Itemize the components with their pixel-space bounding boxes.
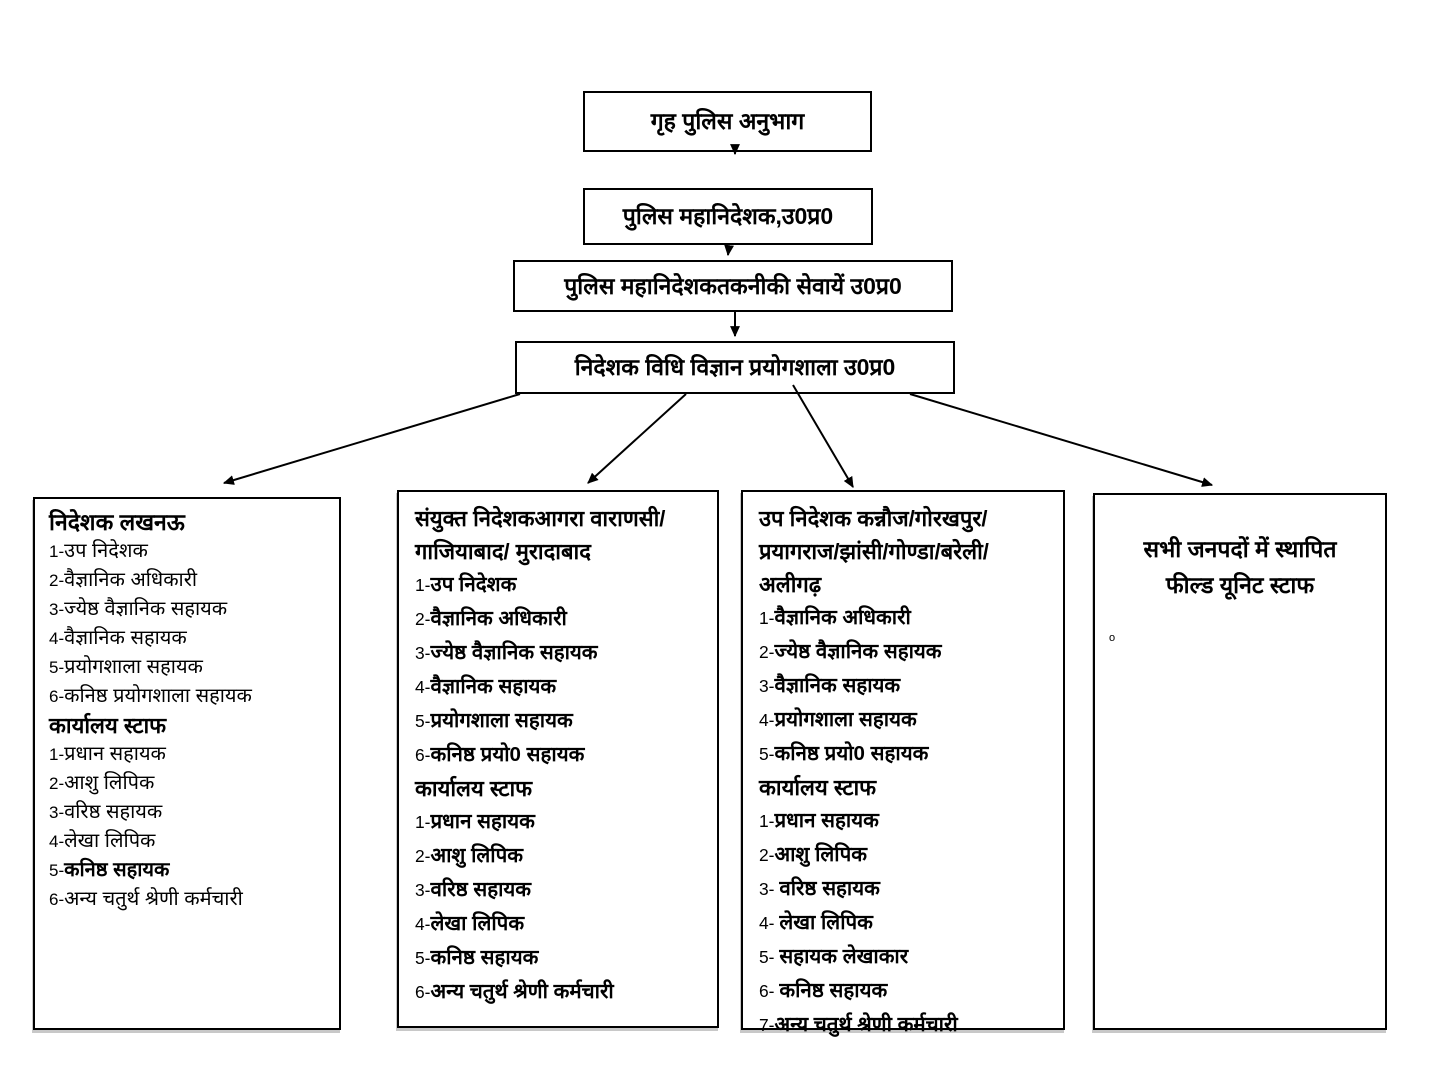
staff-item: 2-आशु लिपिक <box>415 844 523 867</box>
staff-item: 5- सहायक लेखाकार <box>759 945 909 968</box>
staff-item: 3-ज्येष्ठ वैज्ञानिक सहायक <box>415 641 598 664</box>
dept-box-deputy-director-districts <box>741 490 1065 1036</box>
dept-title <box>415 502 711 568</box>
staff-item: 5-कनिष्ठ प्रयो0 सहायक <box>759 742 929 765</box>
staff-item: 1-उप निदेशक <box>49 540 148 562</box>
dept-title-line: अलीगढ़ <box>759 572 822 597</box>
staff-item: 2-आशु लिपिक <box>759 843 867 866</box>
staff-list <box>49 537 331 914</box>
staff-item: 1-प्रधान सहायक <box>759 809 879 832</box>
staff-item: 3-ज्येष्ठ वैज्ञानिक सहायक <box>49 598 228 620</box>
staff-item: 6- कनिष्ठ सहायक <box>759 979 888 1002</box>
section-header: कार्यालय स्टाफ <box>759 775 877 800</box>
chain-box-home-police-section <box>583 91 872 152</box>
dept-box-director-lucknow <box>33 497 341 1030</box>
staff-item: 2-वैज्ञानिक अधिकारी <box>415 607 567 630</box>
dept-title <box>759 502 1057 601</box>
dept-title-line: निदेशक लखनऊ <box>49 509 185 535</box>
dept-box-field-unit-staff <box>1093 493 1387 1030</box>
dept-title-line: प्रयागराज/झांसी/गोण्डा/बरेली/ <box>759 539 989 564</box>
dept-title-line: उप निदेशक कन्नौज/गोरखपुर/ <box>759 506 988 531</box>
chain-box-director-fsl <box>515 341 955 394</box>
staff-item: 3-वैज्ञानिक सहायक <box>759 674 901 697</box>
staff-item: 4-वैज्ञानिक सहायक <box>49 627 187 649</box>
arrow-director-to-field-units <box>910 394 1212 485</box>
arrow-director-to-joint-director <box>588 394 686 483</box>
staff-item: 1-प्रधान सहायक <box>415 810 535 833</box>
staff-item: 3-वरिष्ठ सहायक <box>415 878 532 901</box>
staff-item: 6-अन्य चतुर्थ श्रेणी कर्मचारी <box>415 980 614 1003</box>
staff-item: 4-लेखा लिपिक <box>415 912 525 935</box>
staff-item: 4-प्रयोगशाला सहायक <box>759 708 917 731</box>
staff-item: 2-आशु लिपिक <box>49 772 155 794</box>
chain-box-label: निदेशक विधि विज्ञान प्रयोगशाला उ0प्र0 <box>574 354 896 381</box>
section-header: कार्यालय स्टाफ <box>49 713 167 738</box>
arrow-dgp-to-technical <box>728 246 729 255</box>
staff-item: 4- लेखा लिपिक <box>759 911 873 934</box>
staff-item: 2-वैज्ञानिक अधिकारी <box>49 569 198 591</box>
staff-item: 4-लेखा लिपिक <box>49 830 156 852</box>
staff-item: 1-वैज्ञानिक अधिकारी <box>759 606 911 629</box>
dept-title-line: गाजियाबाद/ मुरादाबाद <box>415 539 591 564</box>
staff-item: 2-ज्येष्ठ वैज्ञानिक सहायक <box>759 640 942 663</box>
staff-item: 7-अन्य चतुर्थ श्रेणी कर्मचारी <box>759 1013 958 1036</box>
dept-title-line: संयुक्त निदेशकआगरा वाराणसी/ <box>415 506 666 531</box>
stray-bullet-mark: o <box>1109 632 1116 644</box>
staff-item: 5-कनिष्ठ सहायक <box>49 859 170 881</box>
staff-item: 5-प्रयोगशाला सहायक <box>415 709 573 732</box>
staff-item: 1-उप निदेशक <box>415 573 517 596</box>
staff-item: 5-कनिष्ठ सहायक <box>415 946 539 969</box>
arrow-director-to-deputy-director <box>793 385 853 487</box>
staff-item: 4-वैज्ञानिक सहायक <box>415 675 557 698</box>
dept-box-joint-director-agra-varanasi <box>397 490 719 1028</box>
chain-box-dgp-up <box>583 188 873 245</box>
chain-box-label: पुलिस महानिदेशक,उ0प्र0 <box>622 203 834 230</box>
dept-title-line: सभी जनपदों में स्थापित <box>1143 536 1337 562</box>
staff-item: 3-वरिष्ठ सहायक <box>49 801 163 823</box>
staff-item: 5-प्रयोगशाला सहायक <box>49 656 203 678</box>
staff-item: 6-कनिष्ठ प्रयो0 सहायक <box>415 743 585 766</box>
chain-box-label: पुलिस महानिदेशकतकनीकी सेवायें उ0प्र0 <box>564 272 902 299</box>
staff-item: 1-प्रधान सहायक <box>49 743 166 765</box>
staff-item: 3- वरिष्ठ सहायक <box>759 877 880 900</box>
chain-box-label: गृह पुलिस अनुभाग <box>650 108 805 135</box>
staff-list <box>759 601 1057 1042</box>
section-header: कार्यालय स्टाफ <box>415 776 533 801</box>
dept-title <box>49 507 331 537</box>
chain-box-dgp-technical-services <box>513 260 953 312</box>
staff-list <box>415 568 711 1009</box>
staff-item: 6-अन्य चतुर्थ श्रेणी कर्मचारी <box>49 888 243 910</box>
staff-item: 6-कनिष्ठ प्रयोगशाला सहायक <box>49 685 252 707</box>
dept-title <box>1105 531 1375 603</box>
dept-title-line: फील्ड यूनिट स्टाफ <box>1165 572 1315 598</box>
arrow-director-to-lucknow <box>224 394 520 483</box>
